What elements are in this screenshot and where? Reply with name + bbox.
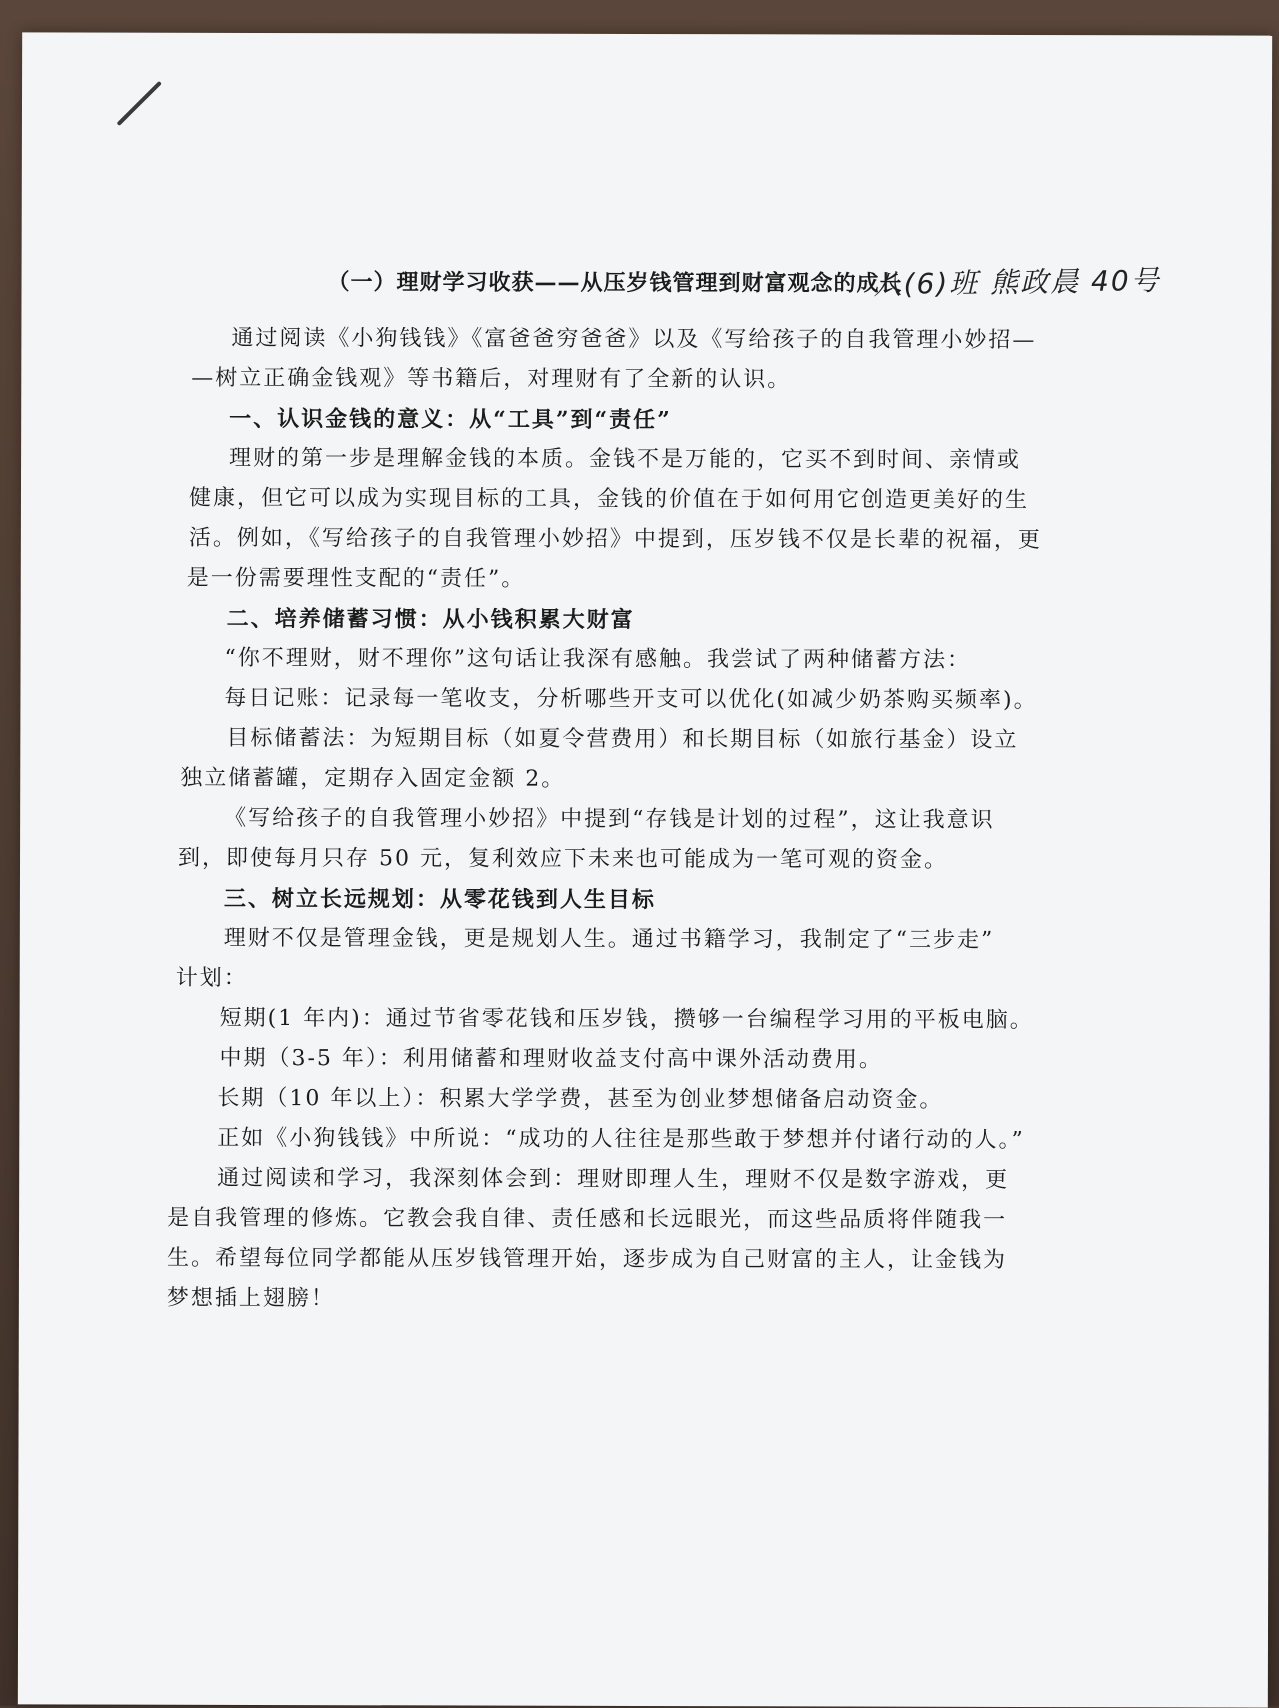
section-3-line-5: 长期（10 年以上）：积累大学学费，甚至为创业梦想储备启动资金。 [217, 1085, 944, 1113]
handwritten-signature: 八(6)班 熊政晨 40号 [873, 263, 1161, 302]
section-3-line-2: 计划： [175, 965, 248, 991]
section-2-heading: 二、培养储蓄习惯：从小钱积累大财富 [226, 605, 635, 633]
section-3-line-4: 中期（3-5 年）：利用储蓄和理财收益支付高中课外活动费用。 [219, 1045, 883, 1073]
document-content [18, 32, 1272, 1707]
paper-sheet [18, 32, 1272, 1707]
section-1-line-1: 理财的第一步是理解金钱的本质。金钱不是万能的，它买不到时间、亲情或 [229, 445, 1022, 473]
section-3-heading: 三、树立长远规划：从零花钱到人生目标 [223, 885, 656, 914]
section-2-line-6: 到，即使每月只存 50 元，复利效应下未来也可能成为一笔可观的资金。 [177, 845, 949, 873]
intro-line-1: 通过阅读《小狗钱钱》《富爸爸穷爸爸》以及《写给孩子的自我管理小妙招— [231, 325, 1037, 354]
conclusion-line-1: 通过阅读和学习，我深刻体会到：理财即理人生，理财不仅是数字游戏，更 [217, 1165, 1010, 1193]
section-2-line-3: 目标储蓄法：为短期目标（如夏令营费用）和长期目标（如旅行基金）设立 [226, 725, 1019, 753]
section-3-line-6: 正如《小狗钱钱》中所说：“成功的人往往是那些敢于梦想并付诸行动的人。” [217, 1125, 1025, 1153]
conclusion-line-3: 生。希望每位同学都能从压岁钱管理开始，逐步成为自己财富的主人，让金钱为 [166, 1245, 1008, 1273]
section-2-line-4: 独立储蓄罐，定期存入固定金额 2。 [180, 765, 566, 792]
conclusion-line-2: 是自我管理的修炼。它教会我自律、责任感和长远眼光，而这些品质将伴随我一 [167, 1205, 1008, 1233]
section-1-heading: 一、认识金钱的意义：从“工具”到“责任” [229, 405, 672, 434]
section-2-line-5: 《写给孩子的自我管理小妙招》中提到“存钱是计划的过程”，这让我意识 [224, 805, 995, 833]
section-1-line-3: 活。例如，《写给孩子的自我管理小妙招》中提到，压岁钱不仅是长辈的祝福，更 [188, 525, 1042, 554]
section-1-line-2: 健康，但它可以成为实现目标的工具，金钱的价值在于如何用它创造更美好的生 [188, 485, 1030, 514]
section-3-line-1: 理财不仅是管理金钱，更是规划人生。通过书籍学习，我制定了“三步走” [223, 925, 995, 953]
section-2-line-2: 每日记账：记录每一笔收支，分析哪些开支可以优化(如减少奶茶购买频率)。 [224, 685, 1038, 714]
section-1-line-4: 是一份需要理性支配的“责任”。 [186, 565, 526, 592]
conclusion-line-4: 梦想插上翅膀！ [166, 1285, 335, 1312]
section-3-line-3: 短期(1 年内)：通过节省零花钱和压岁钱，攒够一台编程学习用的平板电脑。 [219, 1005, 1034, 1034]
document-title: （一）理财学习收获——从压岁钱管理到财富观念的成长 [327, 269, 903, 297]
intro-line-2: —树立正确金钱观》等书籍后，对理财有了全新的认识。 [191, 365, 792, 393]
section-2-line-1: “你不理财，财不理你”这句话让我深有感触。我尝试了两种储蓄方法： [224, 645, 972, 673]
